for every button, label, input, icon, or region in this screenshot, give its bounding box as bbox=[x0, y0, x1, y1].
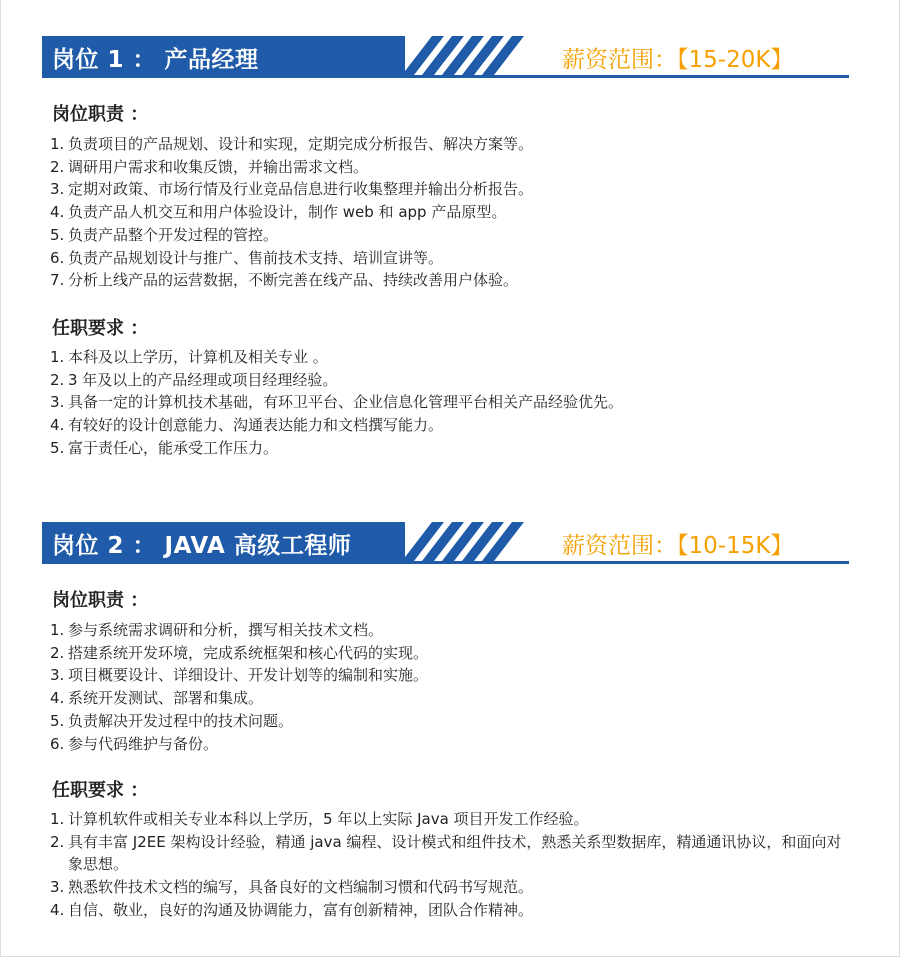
list-item: 2. 搭建系统开发环境，完成系统框架和核心代码的实现。 bbox=[50, 643, 429, 662]
duties-list bbox=[50, 133, 850, 292]
list-item: 2. 调研用户需求和收集反馈，并输出需求文档。 bbox=[50, 157, 369, 176]
job-posting-1 bbox=[0, 36, 900, 457]
list-item: 7. 分析上线产品的运营数据，不断完善在线产品、持续改善用户体验。 bbox=[50, 271, 519, 290]
list-item: 1. 参与系统需求调研和分析，撰写相关技术文档。 bbox=[50, 621, 384, 639]
requirements-heading: 任职要求 ： bbox=[52, 318, 149, 339]
list-item: 4. 负责产品人机交互和用户体验设计，制作 web 和 app 产品原型。 bbox=[50, 203, 507, 222]
list-item: 3. 具备一定的计算机技术基础，有环卫平台、企业信息化管理平台相关产品经验优先。 bbox=[50, 393, 624, 412]
list-item: 4. 自信、敬业，良好的沟通及协调能力，富有创新精神，团队合作精神。 bbox=[50, 900, 534, 919]
list-item: 3. 熟悉软件技术文档的编写，具备良好的文档编制习惯和代码书写规范。 bbox=[50, 878, 534, 897]
duties-list bbox=[50, 619, 850, 755]
requirements-list bbox=[50, 346, 850, 460]
salary-range: 薪资范围：【15-20K】 bbox=[562, 47, 794, 73]
stripes-decoration bbox=[400, 522, 525, 561]
salary-range: 薪资范围：【10-15K】 bbox=[562, 533, 794, 559]
list-item: 5. 负责解决开发过程中的技术问题。 bbox=[50, 711, 294, 730]
job-posting-2 bbox=[0, 522, 900, 919]
requirements-heading: 任职要求 ： bbox=[52, 780, 149, 801]
list-item: 1. 负责项目的产品规划、设计和实现，定期完成分析报告、解决方案等。 bbox=[50, 135, 534, 153]
list-item: 6. 负责产品规划设计与推广、售前技术支持、培训宣讲等。 bbox=[50, 248, 444, 267]
list-item: 4. 有较好的设计创意能力、沟通表达能力和文档撰写能力。 bbox=[50, 416, 444, 435]
list-item: 5. 富于责任心，能承受工作压力。 bbox=[50, 438, 279, 457]
duties-heading: 岗位职责 ： bbox=[52, 590, 149, 611]
job-title: 岗位 1 ： 产品经理 bbox=[52, 47, 259, 73]
list-item: 1. 本科及以上学历，计算机及相关专业 。 bbox=[50, 348, 328, 366]
stripes-decoration bbox=[400, 36, 525, 75]
list-item: 4. 系统开发测试、部署和集成。 bbox=[50, 689, 264, 708]
title-underline bbox=[42, 561, 849, 564]
title-underline bbox=[42, 75, 849, 78]
list-item: 6. 参与代码维护与备份。 bbox=[50, 734, 219, 753]
duties-heading: 岗位职责 ： bbox=[52, 104, 149, 125]
list-item: 5. 负责产品整个开发过程的管控。 bbox=[50, 225, 279, 244]
job-header bbox=[0, 36, 900, 78]
list-item: 3. 定期对政策、市场行情及行业竞品信息进行收集整理并输出分析报告。 bbox=[50, 180, 534, 199]
job-title: 岗位 2 ： JAVA 高级工程师 bbox=[52, 533, 352, 559]
list-item: 2. 3 年及以上的产品经理或项目经理经验。 bbox=[50, 370, 338, 389]
job-header bbox=[0, 522, 900, 564]
list-item: 2. 具有丰富 J2EE 架构设计经验，精通 java 编程、设计模式和组件技术，熟悉关系型数据库，精通通讯协议，和面向对象思想。 bbox=[50, 832, 842, 874]
list-item: 3. 项目概要设计、详细设计、开发计划等的编制和实施。 bbox=[50, 666, 429, 685]
list-item: 1. 计算机软件或相关专业本科以上学历，5 年以上实际 Java 项目开发工作经验。 bbox=[50, 810, 589, 828]
requirements-list bbox=[50, 808, 850, 922]
